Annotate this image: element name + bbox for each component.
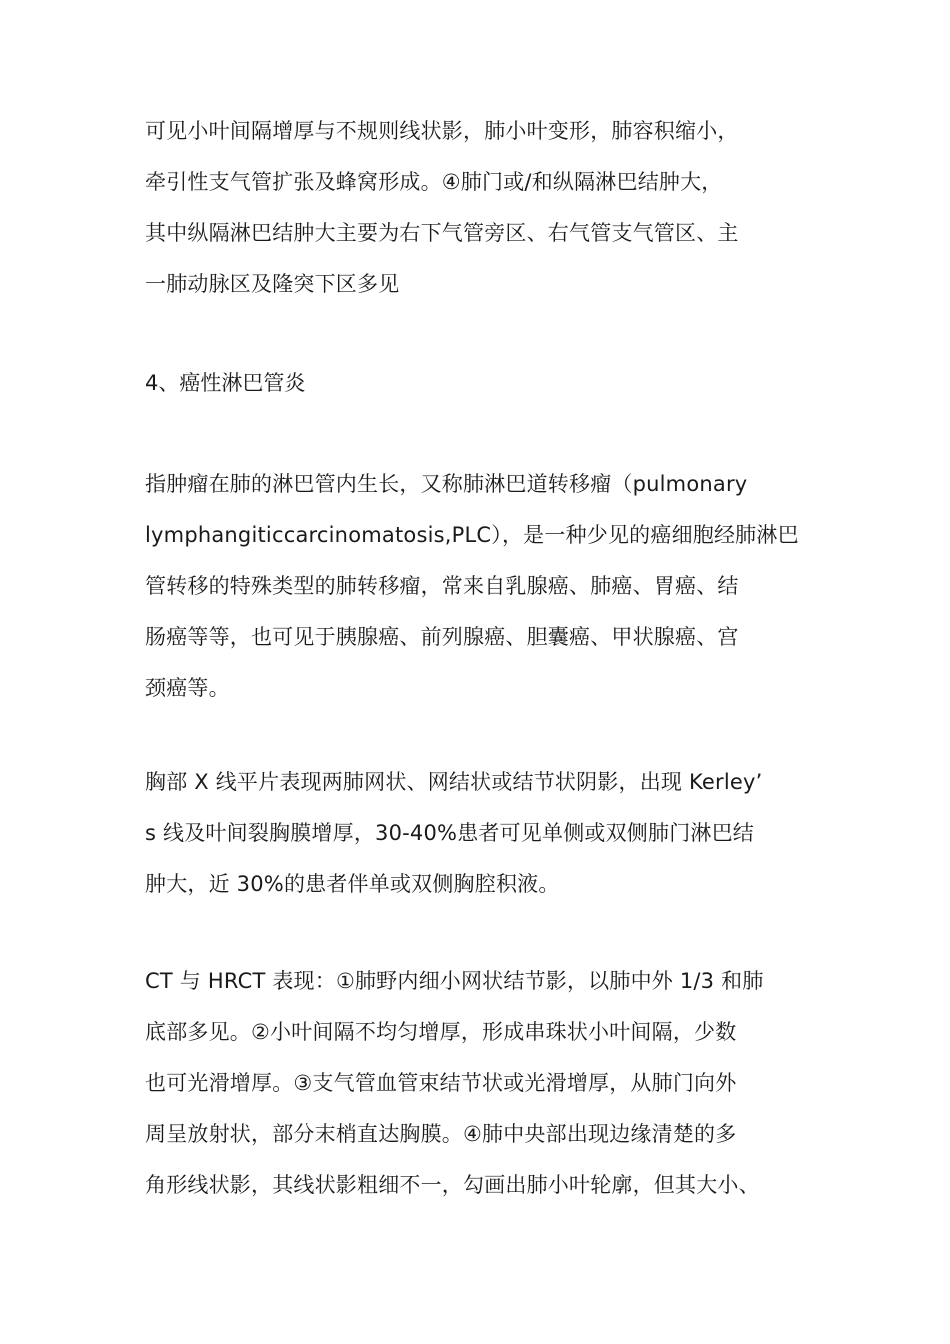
paragraph-line: 角形线状影，其线状影粗细不一，勾画出肺小叶轮廓，但其大小、 bbox=[145, 1173, 760, 1197]
paragraph-line: 一肺动脉区及隆突下区多见 bbox=[145, 272, 400, 296]
paragraph-line: 其中纵隔淋巴结肿大主要为右下气管旁区、右气管支气管区、主 bbox=[145, 221, 739, 245]
paragraph-line: 底部多见。②小叶间隔不均匀增厚，形成串珠状小叶间隔，少数 bbox=[145, 1020, 737, 1044]
section-heading: 4、癌性淋巴管炎 bbox=[145, 371, 306, 395]
paragraph-line: 管转移的特殊类型的肺转移瘤，常来自乳腺癌、肺癌、胃癌、结 bbox=[145, 574, 739, 598]
paragraph-ct-hrct-findings bbox=[145, 956, 807, 1211]
paragraph-lung-fibrosis-findings bbox=[145, 106, 807, 310]
paragraph-line: s 线及叶间裂胸膜增厚，30-40%患者可见单侧或双侧肺门淋巴结 bbox=[145, 821, 754, 845]
paragraph-line: 胸部 X 线平片表现两肺网状、网结状或结节状阴影，出现 Kerley’ bbox=[145, 770, 763, 794]
paragraph-xray-findings bbox=[145, 757, 807, 910]
paragraph-line: 也可光滑增厚。③支气管血管束结节状或光滑增厚，从肺门向外 bbox=[145, 1071, 737, 1095]
paragraph-line: CT 与 HRCT 表现：①肺野内细小网状结节影，以肺中外 1/3 和肺 bbox=[145, 969, 764, 993]
paragraph-line: 颈癌等。 bbox=[145, 676, 230, 700]
paragraph-line: 肠癌等等，也可见于胰腺癌、前列腺癌、胆囊癌、甲状腺癌、宫 bbox=[145, 625, 739, 649]
paragraph-line: lymphangiticcarcinomatosis,PLC），是一种少见的癌细胞经肺淋巴 bbox=[145, 523, 799, 547]
paragraph-plc-definition bbox=[145, 459, 807, 714]
paragraph-line: 可见小叶间隔增厚与不规则线状影，肺小叶变形，肺容积缩小， bbox=[145, 119, 739, 143]
paragraph-line: 牵引性支气管扩张及蜂窝形成。④肺门或/和纵隔淋巴结肿大， bbox=[145, 170, 723, 194]
paragraph-line: 周呈放射状，部分末梢直达胸膜。④肺中央部出现边缘清楚的多 bbox=[145, 1122, 737, 1146]
paragraph-line: 指肿瘤在肺的淋巴管内生长，又称肺淋巴道转移瘤（pulmonary bbox=[145, 472, 748, 496]
paragraph-line: 肿大，近 30%的患者伴单或双侧胸腔积液。 bbox=[145, 872, 560, 896]
